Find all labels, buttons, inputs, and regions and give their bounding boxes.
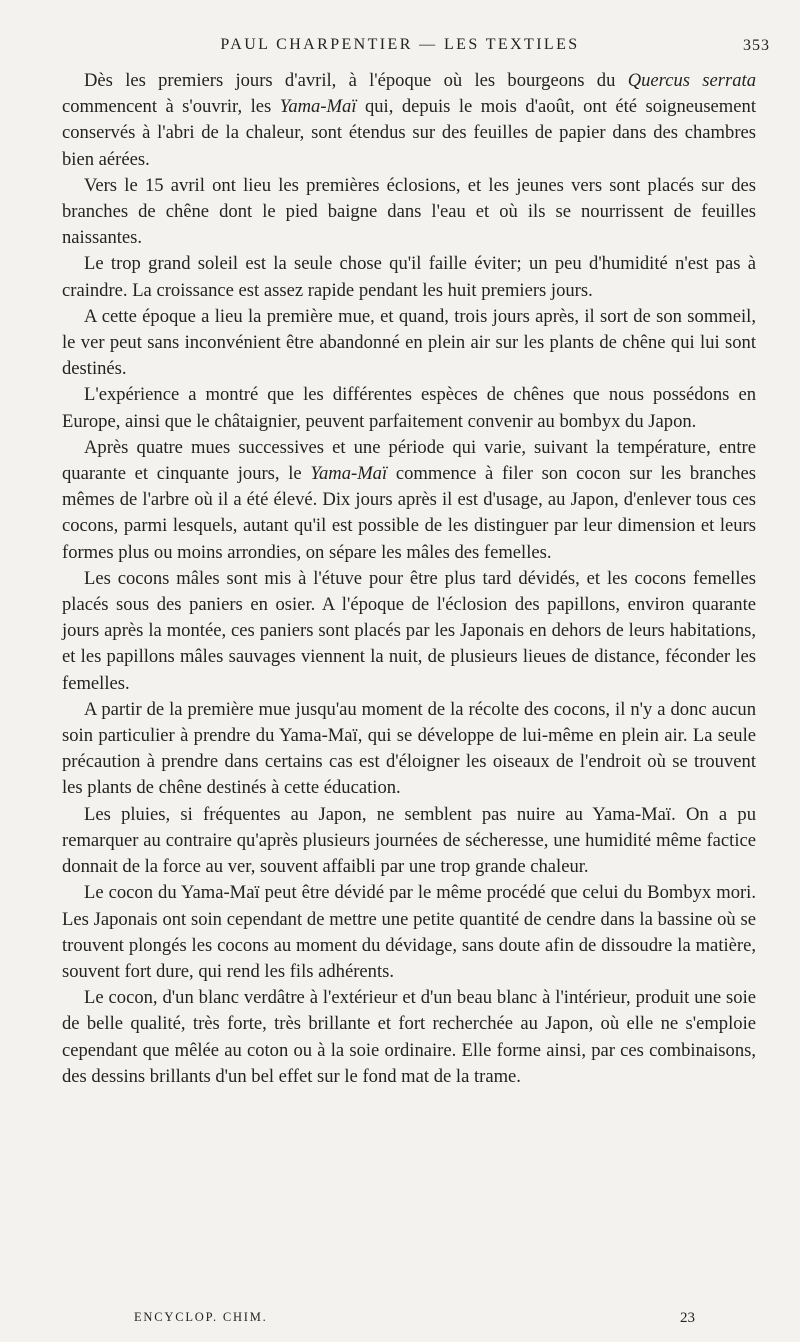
text-run: Le cocon du Yama-Maï peut être dévidé par le même procédé que celui du Bombyx mori. Les Japonais ont soin cependant de mettre une petite quantité de cendre dans la bassine où se trouvent plongés les cocons au moment du dévidage, sans doute afin de dissoudre la matière, souvent fort dure, qui rend les fils adhérents.	[62, 882, 756, 982]
footer-signature: ENCYCLOP. CHIM.	[134, 1310, 268, 1324]
paragraph-8	[62, 697, 756, 802]
text-run: Le cocon, d'un blanc verdâtre à l'extérieur et d'un beau blanc à l'intérieur, produit une soie de belle qualité, très forte, très brillante et fort recherchée au Japon, où elle ne s'emploie cependant que mêlée au coton ou à la soie ordinaire. Elle forme ainsi, par ces combinaisons, des dessins brillants d'un bel effet sur le fond mat de la trame.	[62, 987, 756, 1087]
text-run: commence à filer son cocon sur les branches mêmes de l'arbre où il a été élevé. Dix jours après il est d'usage, au Japon, d'enlever tous ces cocons, parmi lesquels, autant qu'il est possible de les distinguer par leur dimension et leurs formes plus ou moins arrondies, on sépare les mâles des femelles.	[62, 463, 756, 563]
running-header	[0, 36, 800, 60]
page-footer	[0, 1310, 800, 1330]
text-run: A cette époque a lieu la première mue, et quand, trois jours après, il sort de son sommeil, le ver peut sans inconvénient être abandonné en plein air sur les plants de chêne qui lui sont destinés.	[62, 305, 756, 380]
running-title: PAUL CHARPENTIER — LES TEXTILES	[220, 36, 580, 53]
text-run: Dès les premiers jours d'avril, à l'époque où les bourgeons du	[84, 70, 628, 91]
sheet-number: 23	[680, 1310, 695, 1326]
paragraph-10	[62, 880, 756, 985]
text-run: Les cocons mâles sont mis à l'étuve pour être plus tard dévidés, et les cocons femelles placés sous des paniers en osier. A l'époque de l'éclosion des papillons, environ quarante jours après la montée, ces paniers sont placés par les Japonais en dehors de leurs habitations, et les papillons mâles sauvages viennent la nuit, de plusieurs lieues de distance, féconder les femelles.	[62, 567, 756, 694]
text-run: Après quatre mues successives et une période qui varie, suivant la température, entre quarante et cinquante jours, le	[62, 436, 756, 485]
text-run: Vers le 15 avril ont lieu les premières éclosions, et les jeunes vers sont placés sur des branches de chêne dont le pied baigne dans l'eau et où ils se nourrissent de feuilles naissantes.	[62, 174, 756, 249]
paragraph-4	[62, 304, 756, 383]
paragraph-7	[62, 566, 756, 697]
paragraph-6	[62, 435, 756, 566]
paragraph-5	[62, 382, 756, 434]
text-run: commencent à s'ouvrir, les	[62, 96, 280, 118]
paragraph-1	[62, 68, 756, 173]
paragraph-9	[62, 802, 756, 881]
text-run: qui, depuis le mois d'août, ont été soigneusement conservés à l'abri de la chaleur, sont étendus sur des feuilles de papier dans des chambres bien aérées.	[62, 96, 756, 170]
page-number: 353	[743, 37, 770, 54]
text-run: L'expérience a montré que les différentes espèces de chênes que nous possédons en Europe, ainsi que le châtaignier, peuvent parfaitement convenir au bombyx du Japon.	[62, 384, 756, 432]
text-run: Les pluies, si fréquentes au Japon, ne semblent pas nuire au Yama-Maï. On a pu remarquer au contraire qu'après plusieurs journées de sécheresse, une humidité même factice donnait de la force au ver, souvent affaibli par une trop grande chaleur.	[62, 803, 756, 878]
text-run: A partir de la première mue jusqu'au moment de la récolte des cocons, il n'y a donc aucun soin particulier à prendre du Yama-Maï, qui se développe de lui-même en plein air. La seule précaution à prendre dans certains cas est d'éloigner les oiseaux de l'endroit où se trouvent les plants de chêne destinés à cette éducation.	[62, 698, 756, 799]
paragraph-3	[62, 251, 756, 303]
silkworm-name-italic: Yama-Maï	[279, 96, 357, 118]
paragraph-2	[62, 173, 756, 252]
species-name-italic: Quercus serrata	[627, 70, 756, 91]
silkworm-name-italic: Yama-Maï	[310, 463, 388, 485]
text-run: Le trop grand soleil est la seule chose qu'il faille éviter; un peu d'humidité n'est pas à craindre. La croissance est assez rapide pendant les huit premiers jours.	[62, 253, 756, 301]
paragraph-11	[62, 985, 756, 1090]
body-text	[62, 68, 756, 1090]
